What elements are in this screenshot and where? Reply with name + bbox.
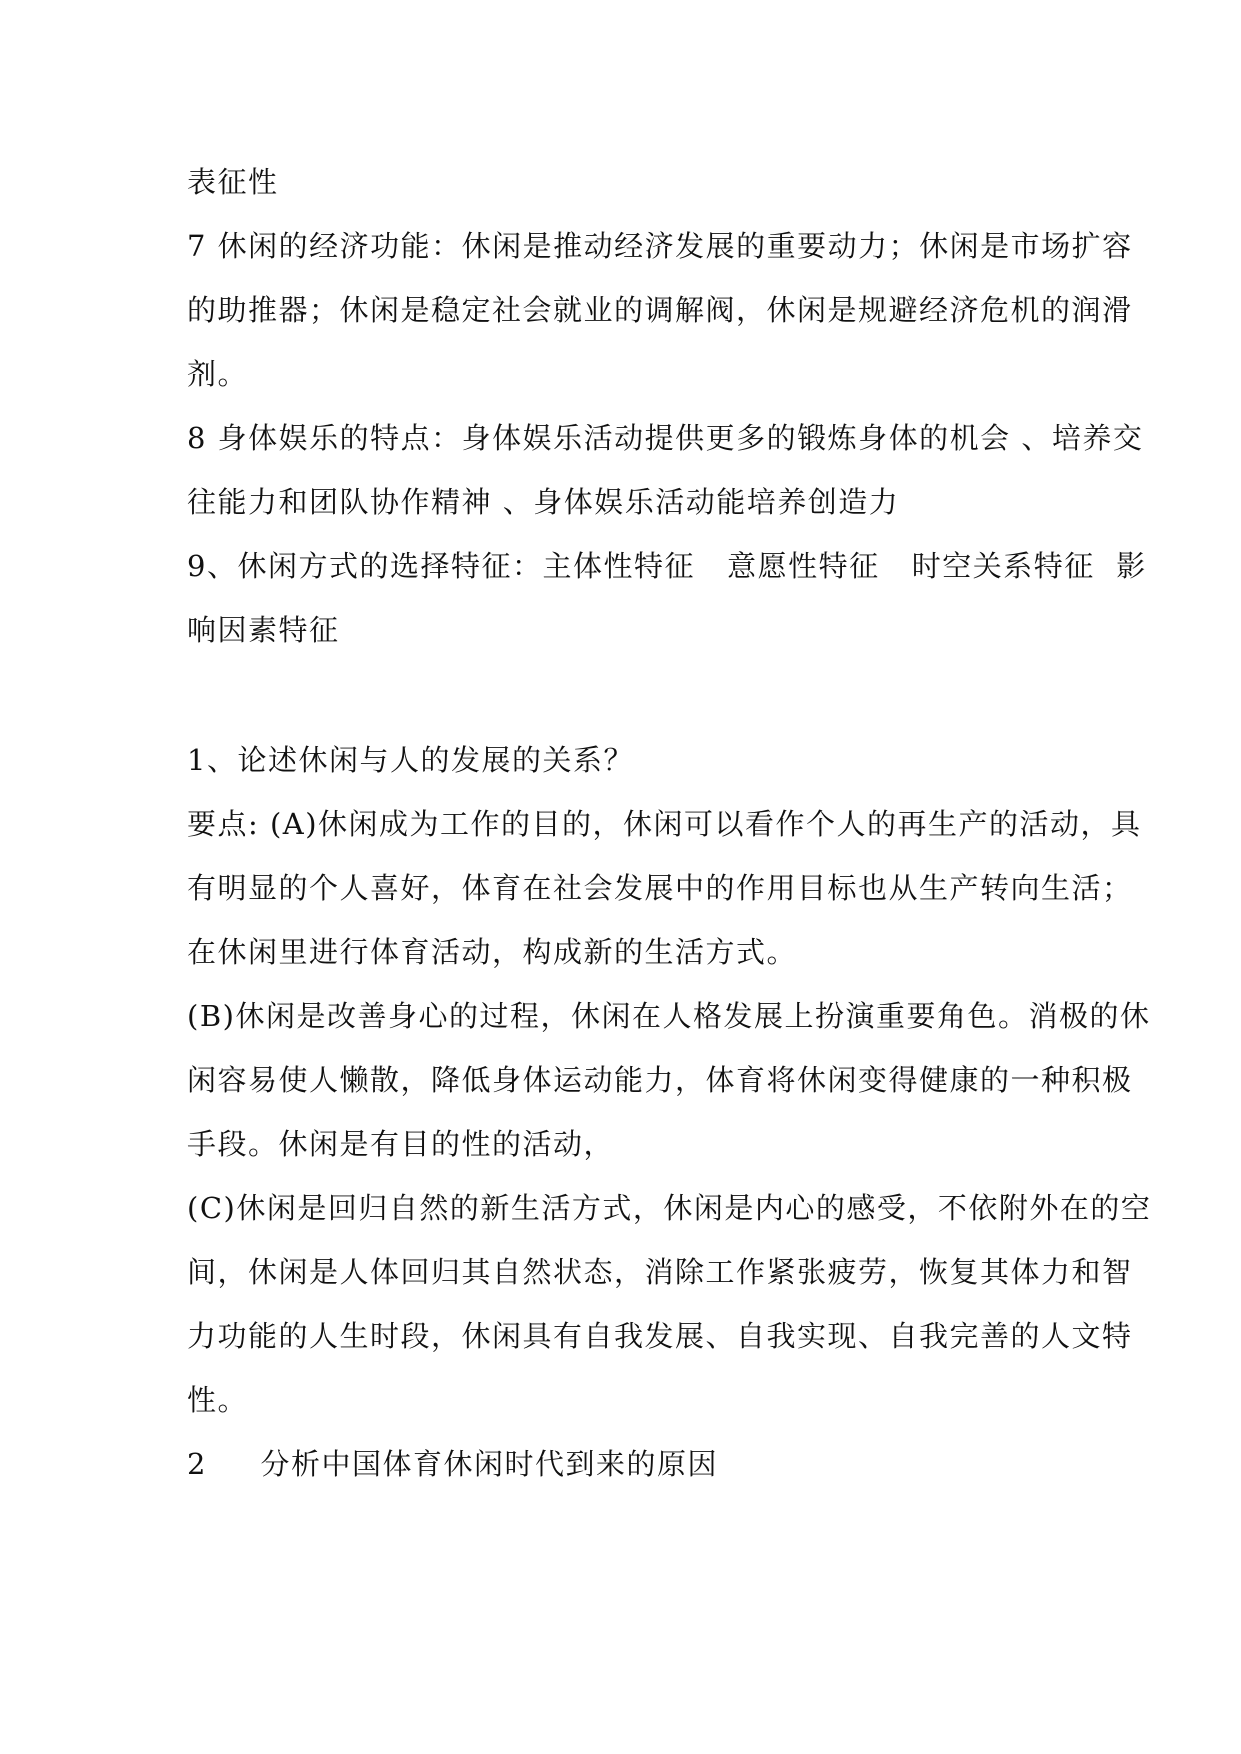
text-line-continuation: 表征性 — [187, 165, 279, 199]
answer-c-line-1: (C)休闲是回归自然的新生活方式，休闲是内心的感受，不依附外在的空 — [187, 1191, 1152, 1225]
text-line-item8-1: 8 身体娱乐的特点：身体娱乐活动提供更多的锻炼身体的机会 、培养交 — [187, 421, 1144, 455]
answer-a-line-3: 在休闲里进行体育活动，构成新的生活方式。 — [187, 935, 798, 969]
answer-b-line-2: 闲容易使人懒散，降低身体运动能力，体育将休闲变得健康的一种积极 — [187, 1063, 1133, 1097]
answer-c-line-3: 力功能的人生时段，休闲具有自我发展、自我实现、自我完善的人文特 — [187, 1319, 1133, 1353]
text-line-item9-1: 9、休闲方式的选择特征：主体性特征 意愿性特征 时空关系特征 影 — [187, 549, 1147, 583]
text-line-item7-2: 的助推器；休闲是稳定社会就业的调解阀，休闲是规避经济危机的润滑 — [187, 293, 1133, 327]
answer-a-line-2: 有明显的个人喜好，体育在社会发展中的作用目标也从生产转向生活； — [187, 871, 1133, 905]
text-line-item9-2: 响因素特征 — [187, 613, 340, 647]
answer-b-line-3: 手段。休闲是有目的性的活动， — [187, 1127, 615, 1161]
text-line-item8-2: 往能力和团队协作精神 、身体娱乐活动能培养创造力 — [187, 485, 900, 519]
answer-b-line-1: (B)休闲是改善身心的过程，休闲在人格发展上扮演重要角色。消极的休 — [187, 999, 1151, 1033]
answer-a-line-1: 要点: (A)休闲成为工作的目的，休闲可以看作个人的再生产的活动，具 — [187, 807, 1142, 841]
question-2-heading: 2 分析中国体育休闲时代到来的原因 — [187, 1447, 719, 1481]
question-1-heading: 1、论述休闲与人的发展的关系？ — [187, 743, 634, 777]
answer-c-line-2: 间，休闲是人体回归其自然状态，消除工作紧张疲劳，恢复其体力和智 — [187, 1255, 1133, 1289]
answer-c-line-4: 性。 — [187, 1383, 249, 1417]
text-line-item7-1: 7 休闲的经济功能：休闲是推动经济发展的重要动力；休闲是市场扩容 — [187, 229, 1133, 263]
text-line-item7-3: 剂。 — [187, 357, 249, 391]
